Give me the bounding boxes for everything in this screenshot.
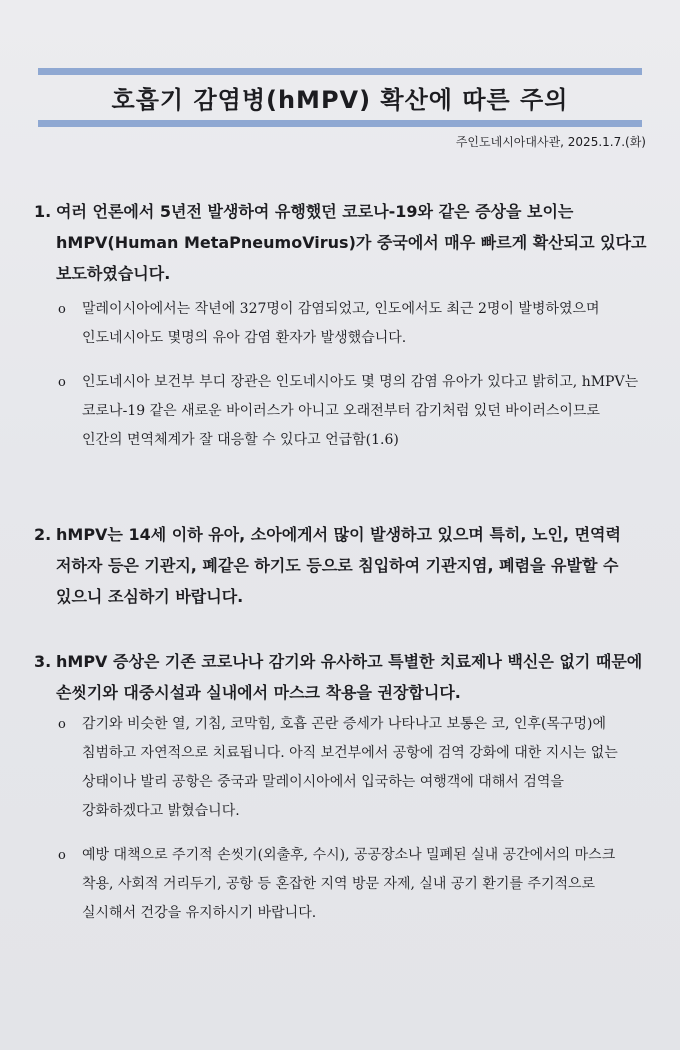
section-2 xyxy=(34,519,656,612)
title-bottom-rule xyxy=(38,120,642,127)
bullet-circle-icon: o xyxy=(58,375,66,390)
bullet-circle-icon: o xyxy=(58,848,66,863)
section-3-text: 3. hMPV 증상은 기존 코로나나 감기와 유사하고 특별한 치료제나 백신은 없기 때문에 손씻기와 대중시설과 실내에서 마스크 착용을 권장합니다. xyxy=(34,646,656,708)
bullet-circle-icon: o xyxy=(58,717,66,732)
title-top-rule xyxy=(38,68,642,75)
section-1-number: 1. xyxy=(34,202,52,221)
section-3-number: 3. xyxy=(34,652,52,671)
section-2-number: 2. xyxy=(34,525,52,544)
issuer-date: 주인도네시아대사관, 2025.1.7.(화) xyxy=(455,135,646,149)
section-1-bullet-1: o 말레이시아에서는 작년에 327명이 감염되었고, 인도에서도 최근 2명이 발병하였으며 인도네시아도 몇명의 유아 감염 환자가 발생했습니다. xyxy=(34,295,656,353)
section-1-bullet-2: o 인도네시아 보건부 부디 장관은 인도네시아도 몇 명의 감염 유아가 있다고 밝히고, hMPV는 코로나-19 같은 새로운 바이러스가 아니고 오래전부터 감기처럼 있던 바이러스이므로 인간의 면역체계가 잘 대응할 수 있다고 언급함(1.6) xyxy=(34,368,656,455)
notice-title: 호흡기 감염병(hMPV) 확산에 따른 주의 xyxy=(111,86,569,114)
section-1 xyxy=(34,196,656,455)
bullet-circle-icon: o xyxy=(58,302,66,317)
section-1-text: 1. 여러 언론에서 5년전 발생하여 유행했던 코로나-19와 같은 증상을 보이는 hMPV(Human MetaPneumoVirus)가 중국에서 매우 빠르게 확산되고 있다고 보도하였습니다. xyxy=(34,196,656,289)
section-3-bullet-1: o 감기와 비슷한 열, 기침, 코막힘, 호흡 곤란 증세가 나타나고 보통은 코, 인후(목구멍)에 침범하고 자연적으로 치료됩니다. 아직 보건부에서 공항에 검역 강화에 대한 지시는 없는 상태이나 발리 공항은 중국과 말레이시아에서 입국하는 여행객에 대해서 검역을 강화하겠다고 밝혔습니다. xyxy=(34,710,656,826)
section-3 xyxy=(34,646,656,928)
section-3-bullet-2: o 예방 대책으로 주기적 손씻기(외출후, 수시), 공공장소나 밀폐된 실내 공간에서의 마스크 착용, 사회적 거리두기, 공항 등 혼잡한 지역 방문 자제, 실내 공기 환기를 주기적으로 실시해서 건강을 유지하시기 바랍니다. xyxy=(34,841,656,928)
section-2-text: 2. hMPV는 14세 이하 유아, 소아에게서 많이 발생하고 있으며 특히, 노인, 면역력 저하자 등은 기관지, 폐같은 하기도 등으로 침입하여 기관지염, 폐렴을 유발할 수 있으니 조심하기 바랍니다. xyxy=(34,519,656,612)
